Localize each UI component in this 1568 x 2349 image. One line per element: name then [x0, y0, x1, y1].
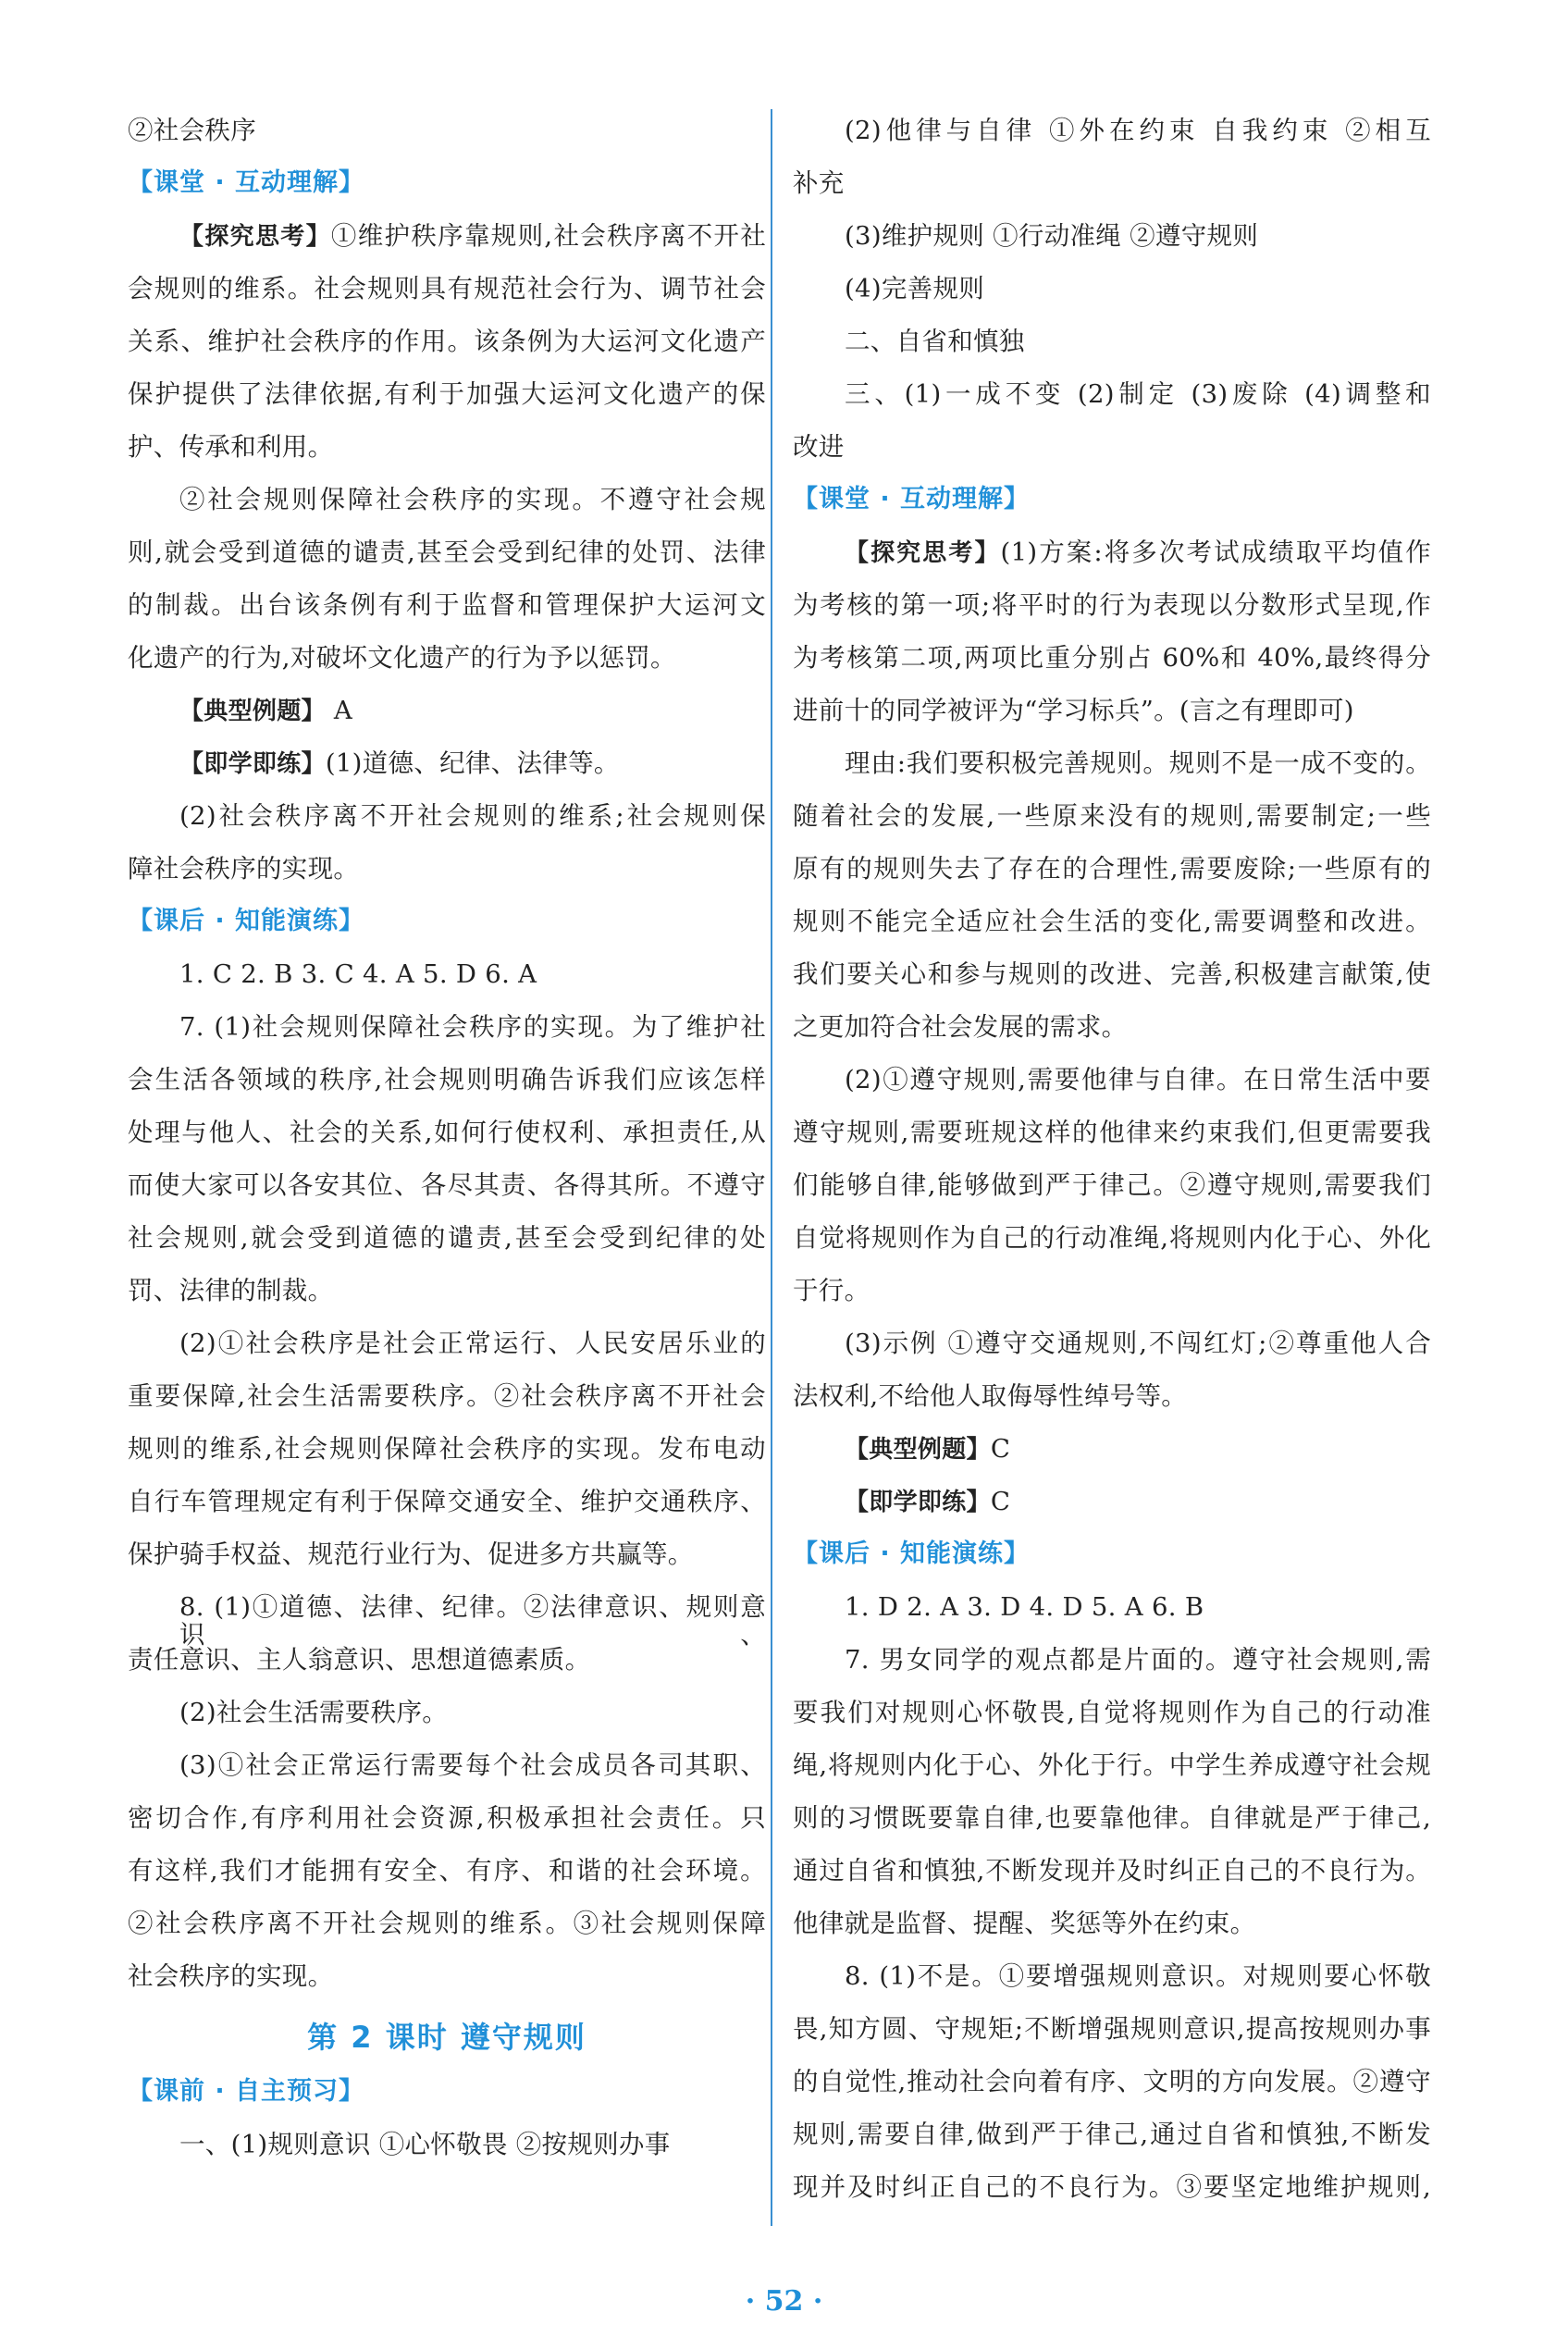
text-line: 我们要关心和参与规则的改进、完善,积极建言献策,使 — [793, 959, 1431, 989]
text-line: 规则不能完全适应社会生活的变化,需要调整和改进。 — [793, 907, 1431, 936]
text-line: 化遗产的行为,对破坏文化遗产的行为予以惩罚。 — [128, 643, 676, 673]
label-example: 【典型例题】 — [845, 1436, 991, 1464]
text-line: 密切合作,有序利用社会资源,积极承担社会责任。只 — [128, 1803, 766, 1833]
label-practice: 【即学即练】 — [179, 750, 326, 778]
text-line: 规则的维系,社会规则保障社会秩序的实现。发布电动 — [128, 1434, 766, 1464]
text-line: (3)示例 ①遵守交通规则,不闯红灯;②尊重他人合 — [845, 1329, 1431, 1358]
text-line: 处理与他人、社会的关系,如何行使权利、承担责任,从 — [128, 1118, 766, 1147]
text-line: 护、传承和利用。 — [128, 432, 334, 462]
section-heading-preview: 【课前 · 自主预习】 — [128, 2077, 365, 2106]
text-line: 责任意识、主人翁意识、思想道德素质。 — [128, 1645, 591, 1675]
text-line: 罚、法律的制裁。 — [128, 1276, 334, 1305]
text-line: 的制裁。出台该条例有利于监督和管理保护大运河文 — [128, 590, 766, 620]
text-line: 现并及时纠正自己的不良行为。③要坚定地维护规则, — [793, 2172, 1431, 2202]
answer-line: 1. C 2. B 3. C 4. A 5. D 6. A — [179, 959, 537, 989]
text-line: 原有的规则失去了存在的合理性,需要废除;一些原有的 — [793, 854, 1431, 884]
text-line: 会规则的维系。社会规则具有规范社会行为、调节社会 — [128, 274, 766, 303]
section-heading-after-class: 【课后 · 知能演练】 — [128, 907, 365, 935]
text-line: (2)社会秩序离不开社会规则的维系;社会规则保 — [179, 801, 766, 831]
answer-line: 1. D 2. A 3. D 4. D 5. A 6. B — [845, 1592, 1204, 1622]
text-line: (2)社会生活需要秩序。 — [179, 1698, 449, 1727]
text-line: 【即学即练】C — [845, 1487, 1011, 1516]
lesson-title: 第 2 课时 遵守规则 — [307, 2020, 586, 2055]
text-line: 障社会秩序的实现。 — [128, 854, 360, 884]
text-line: 有这样,我们才能拥有安全、有序、和谐的社会环境。 — [128, 1856, 766, 1885]
text-line: (4)完善规则 — [845, 274, 985, 303]
text-line: 为考核的第一项;将平时的行为表现以分数形式呈现,作 — [793, 590, 1431, 620]
page-number: · 52 · — [745, 2285, 823, 2318]
text-line: 为考核第二项,两项比重分别占 60%和 40%,最终得分 — [793, 643, 1431, 673]
text-line: 一、(1)规则意识 ①心怀敬畏 ②按规则办事 — [179, 2130, 671, 2159]
label-practice: 【即学即练】 — [845, 1489, 991, 1516]
label-explore: 【探究思考】 — [845, 539, 1001, 567]
column-divider — [771, 109, 772, 2226]
text-line: 8. (1)①道德、法律、纪律。②法律意识、规则意识、 — [179, 1592, 766, 1650]
text-line: 关系、维护社会秩序的作用。该条例为大运河文化遗产 — [128, 327, 766, 356]
text-line: 自觉将规则作为自己的行动准绳,将规则内化于心、外化 — [793, 1223, 1431, 1253]
text-line: 进前十的同学被评为“学习标兵”。(言之有理即可) — [793, 696, 1354, 725]
text-line: 【典型例题】 A — [179, 696, 353, 725]
label-example: 【典型例题】 — [179, 698, 326, 725]
text-line: 通过自省和慎独,不断发现并及时纠正自己的不良行为。 — [793, 1856, 1431, 1885]
text-line: 要我们对规则心怀敬畏,自觉将规则作为自己的行动准 — [793, 1698, 1431, 1727]
text-line: ②社会秩序 — [128, 116, 256, 145]
text-line: 【即学即练】(1)道德、纪律、法律等。 — [179, 748, 620, 778]
text-line: 而使大家可以各安其位、各尽其责、各得其所。不遵守 — [128, 1170, 766, 1200]
text-line: 8. (1)不是。①要增强规则意识。对规则要心怀敬 — [845, 1961, 1431, 1991]
text-line: 理由:我们要积极完善规则。规则不是一成不变的。 — [845, 748, 1431, 778]
text-line: 法权利,不给他人取侮辱性绰号等。 — [793, 1381, 1188, 1411]
text-line: 社会秩序的实现。 — [128, 1961, 334, 1991]
text-line: 7. (1)社会规则保障社会秩序的实现。为了维护社 — [179, 1012, 766, 1042]
text-line: 他律就是监督、提醒、奖惩等外在约束。 — [793, 1909, 1256, 1938]
text-line: 于行。 — [793, 1276, 870, 1305]
text-line: ②社会规则保障社会秩序的实现。不遵守社会规 — [179, 485, 766, 514]
section-heading-classroom: 【课堂 · 互动理解】 — [128, 168, 365, 197]
section-heading-classroom: 【课堂 · 互动理解】 — [793, 485, 1031, 513]
text-line: 的自觉性,推动社会向着有序、文明的方向发展。②遵守 — [793, 2067, 1431, 2096]
text-line: 【探究思考】(1)方案:将多次考试成绩取平均值作 — [845, 538, 1431, 567]
text-line: 遵守规则,需要班规这样的他律来约束我们,但更需要我 — [793, 1118, 1431, 1147]
text-line: 随着社会的发展,一些原来没有的规则,需要制定;一些 — [793, 801, 1431, 831]
text-line: 畏,知方圆、守规矩;不断增强规则意识,提高按规则办事 — [793, 2014, 1431, 2044]
text-line: 则的习惯既要靠自律,也要靠他律。自律就是严于律己, — [793, 1803, 1431, 1833]
text-line: 7. 男女同学的观点都是片面的。遵守社会规则,需 — [845, 1645, 1431, 1675]
text-line: 二、自省和慎独 — [845, 327, 1025, 356]
section-heading-after-class: 【课后 · 知能演练】 — [793, 1539, 1031, 1568]
text-line: 三、(1)一成不变 (2)制定 (3)废除 (4)调整和 — [845, 379, 1431, 409]
text-line: (2)①社会秩序是社会正常运行、人民安居乐业的 — [179, 1329, 766, 1358]
text-line: 自行车管理规定有利于保障交通安全、维护交通秩序、 — [128, 1487, 766, 1516]
text-line: ②社会秩序离不开社会规则的维系。③社会规则保障 — [128, 1909, 766, 1938]
text-line: 们能够自律,能够做到严于律己。②遵守规则,需要我们 — [793, 1170, 1431, 1200]
text-line: 保护骑手权益、规范行业行为、促进多方共赢等。 — [128, 1539, 694, 1569]
label-explore: 【探究思考】 — [179, 223, 331, 251]
text-line: 重要保障,社会生活需要秩序。②社会秩序离不开社会 — [128, 1381, 766, 1411]
text-line: 绳,将规则内化于心、外化于行。中学生养成遵守社会规 — [793, 1750, 1431, 1780]
text-line: 会生活各领域的秩序,社会规则明确告诉我们应该怎样 — [128, 1065, 766, 1094]
text-line: 社会规则,就会受到道德的谴责,甚至会受到纪律的处 — [128, 1223, 766, 1253]
text-line: 【典型例题】C — [845, 1434, 1011, 1464]
text-line: 补充 — [793, 168, 845, 198]
text-line: (3)维护规则 ①行动准绳 ②遵守规则 — [845, 221, 1259, 251]
text-line: 则,就会受到道德的谴责,甚至会受到纪律的处罚、法律 — [128, 538, 766, 567]
text-line: 之更加符合社会发展的需求。 — [793, 1012, 1128, 1042]
text-line: (3)①社会正常运行需要每个社会成员各司其职、 — [179, 1750, 766, 1780]
text-line: 保护提供了法律依据,有利于加强大运河文化遗产的保 — [128, 379, 766, 409]
text-line: (2)①遵守规则,需要他律与自律。在日常生活中要 — [845, 1065, 1431, 1094]
text-line: 规则,需要自律,做到严于律己,通过自省和慎独,不断发 — [793, 2120, 1431, 2149]
text-line: (2)他律与自律 ①外在约束 自我约束 ②相互 — [845, 116, 1431, 145]
text-line: 改进 — [793, 432, 845, 462]
text-line: 【探究思考】①维护秩序靠规则,社会秩序离不开社 — [179, 221, 766, 251]
